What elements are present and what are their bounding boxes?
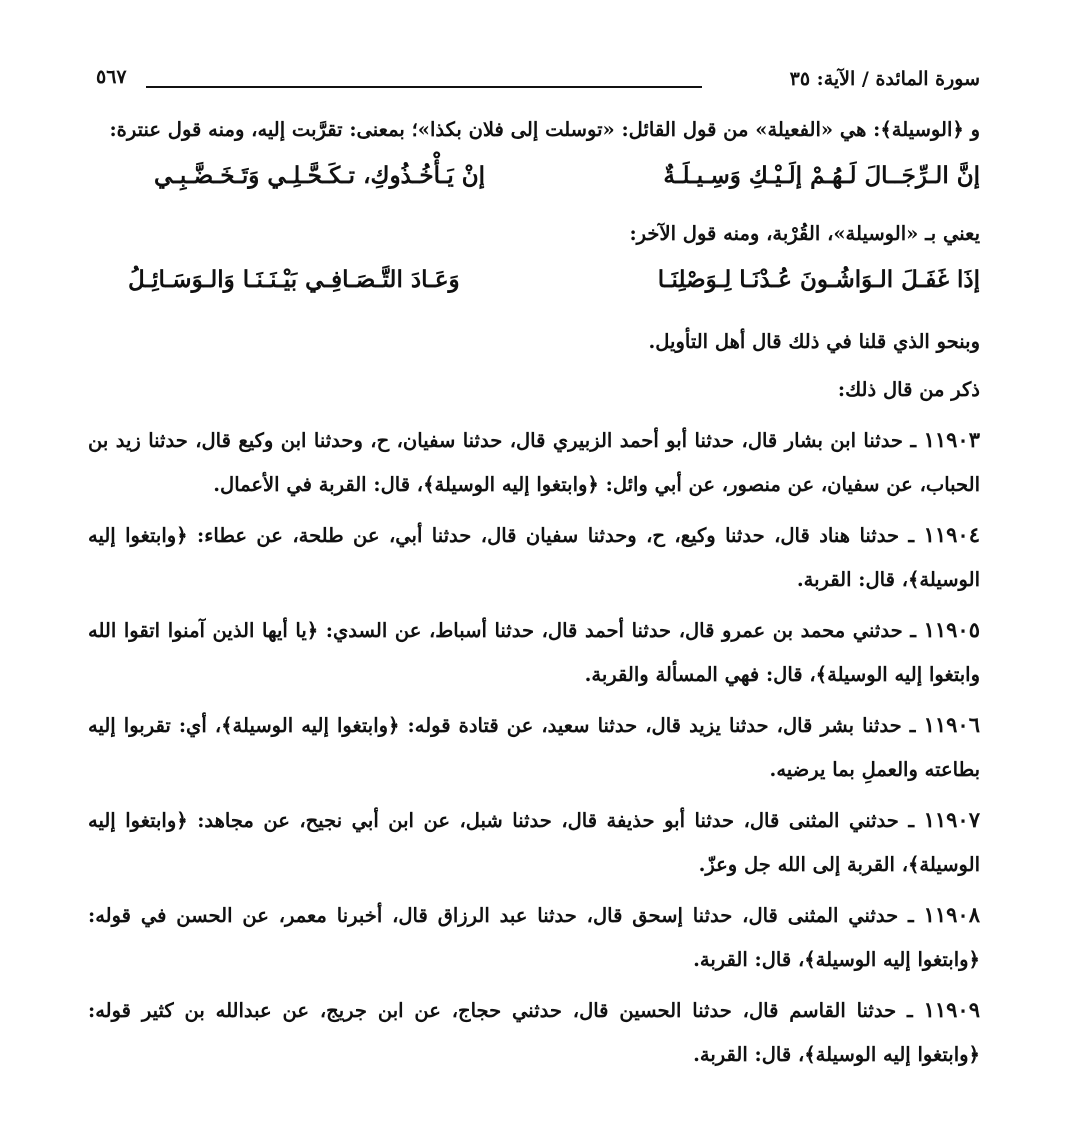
narration-text: ـ حدثنا بشر قال، حدثنا يزيد قال، حدثنا سعيد، عن قتادة قوله: ﴿وابتغوا إليه الوسيلة﴾، أي: تقربوا إليه بطاعته والعملِ بما يرضيه.: [88, 714, 980, 781]
narration-text: ـ حدثنا ابن بشار قال، حدثنا أبو أحمد الزبيري قال، حدثنا سفيان، ح، وحدثنا ابن وكيع قال، حدثنا زيد بن الحباب، عن سفيان، عن منصور، عن أبي وائل: ﴿وابتغوا إليه الوسيلة﴾، قال: القربة في الأعمال.: [88, 429, 980, 496]
surah-ayah-title: سورة المائدة / الآية: ٣٥: [789, 68, 980, 90]
interlude-paragraph: يعني بـ «الوسيلة»، القُرْبة، ومنه قول الآخر:: [629, 222, 980, 245]
narration-text: ـ حدثني المثنى قال، حدثنا إسحق قال، حدثنا عبد الرزاق قال، أخبرنا معمر، عن الحسن في قوله: ﴿وابتغوا إليه الوسيلة﴾، قال: القربة.: [88, 904, 980, 971]
mention-heading: ذكر من قال ذلك:: [837, 378, 980, 401]
poem-verse-other: [88, 256, 980, 316]
page-number: ٥٦٧: [96, 66, 127, 88]
narration-text: ـ حدثنا هناد قال، حدثنا وكيع، ح، وحدثنا سفيان قال، حدثنا أبي، عن طلحة، عن عطاء: ﴿وابتغوا إليه الوسيلة﴾، قال: القربة.: [88, 524, 980, 591]
narration-paragraph: [88, 893, 980, 982]
narration-text: ـ حدثني محمد بن عمرو قال، حدثنا أحمد قال، حدثنا أسباط، عن السدي: ﴿يا أيها الذين آمنوا اتقوا الله وابتغوا إليه الوسيلة﴾، قال: فهي المسألة والقربة.: [88, 619, 980, 686]
narration-paragraph: [88, 703, 980, 792]
narration-number: ١١٩٠٩: [923, 997, 980, 1022]
narration-paragraph: [88, 798, 980, 887]
narration-paragraph: [88, 513, 980, 602]
narration-number: ١١٩٠٨: [923, 902, 980, 927]
verse1-first-hemistich: إنَّ الـرِّجَــالَ لَـهُـمْ إلَـيْـكِ وَسِـيـلَـةٌ: [663, 162, 980, 189]
conclusion-paragraph: وبنحو الذي قلنا في ذلك قال أهل التأويل.: [648, 330, 980, 353]
page-body: [88, 108, 980, 1077]
intro-paragraph: و ﴿الوسيلة﴾: هي «الفعيلة» من قول القائل: «توسلت إلى فلان بكذا»؛ بمعنى: تقرَّبت إليه، ومنه قول عنترة:: [109, 118, 980, 141]
narration-text: ـ حدثنا القاسم قال، حدثنا الحسين قال، حدثني حجاج، عن ابن جريج، عن عبدالله بن كثير قوله: ﴿وابتغوا إليه الوسيلة﴾، قال: القربة.: [88, 999, 980, 1066]
narrations-list: [88, 418, 980, 1077]
page-header: [90, 66, 980, 102]
narration-paragraph: [88, 608, 980, 697]
narration-number: ١١٩٠٧: [923, 807, 980, 832]
narration-paragraph: [88, 418, 980, 507]
poem-verse-antara: [88, 152, 980, 212]
narration-text: ـ حدثني المثنى قال، حدثنا أبو حذيفة قال، حدثنا شبل، عن ابن أبي نجيح، عن مجاهد: ﴿وابتغوا إليه الوسيلة﴾، القربة إلى الله جل وعزّ.: [88, 809, 980, 876]
narration-number: ١١٩٠٤: [923, 522, 980, 547]
verse2-first-hemistich: إذَا غَفَـلَ الـوَاشُـونَ عُـدْنَـا لِـوَصْلِنَـا: [657, 266, 980, 293]
narration-paragraph: [88, 988, 980, 1077]
verse2-second-hemistich: وَعَـادَ التَّـصَـافِـي بَيْـنَـنَـا وَالـوَسَـائِـلُ: [128, 266, 460, 293]
header-rule: [146, 86, 702, 88]
verse1-second-hemistich: إنْ يَـأْخُـذُوكِ، تـكَـحَّـلِـي وَتَـخَـضَّـبِـي: [154, 162, 486, 189]
narration-number: ١١٩٠٦: [923, 712, 980, 737]
narration-number: ١١٩٠٥: [923, 617, 980, 642]
narration-number: ١١٩٠٣: [923, 427, 980, 452]
